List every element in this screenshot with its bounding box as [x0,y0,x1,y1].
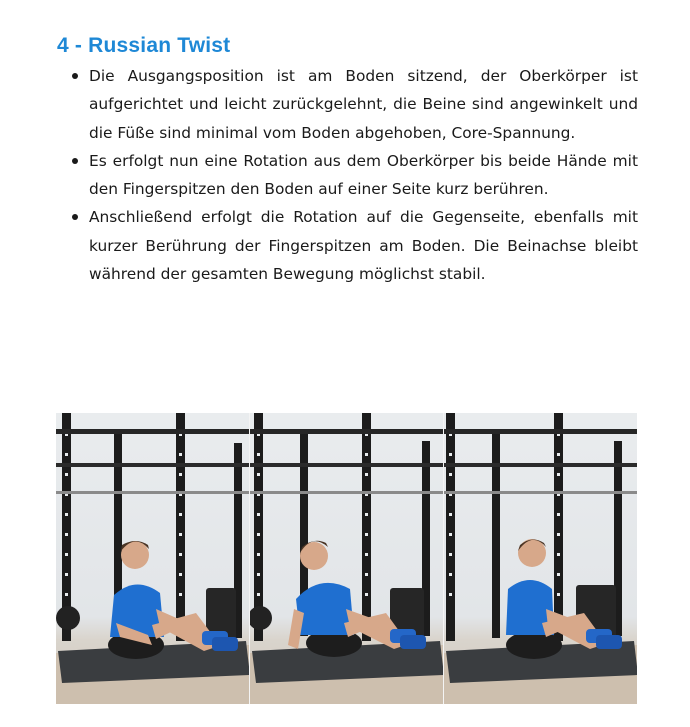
instruction-item: Es erfolgt nun eine Rotation aus dem Oberkörper bis beide Hände mit den Fingerspitzen den Boden auf einer Seite kurz berühren. [72,147,638,204]
instruction-list [72,62,638,288]
instruction-item: Die Ausgangsposition ist am Boden sitzend, der Oberkörper ist aufgerichtet und leicht zurückgelehnt, die Beine sind angewinkelt und die Füße sind minimal vom Boden abgehoben, Core-Spannung. [72,62,638,147]
exercise-photo-strip [56,413,637,704]
exercise-photo-rotation-side-1 [249,413,443,704]
section-heading: 4 - Russian Twist [57,34,231,57]
instruction-item: Anschließend erfolgt die Rotation auf die Gegenseite, ebenfalls mit kurzer Berührung der Fingerspitzen am Boden. Die Beinachse bleibt während der gesamten Bewegung möglichst stabil. [72,203,638,288]
exercise-photo-rotation-side-2 [443,413,637,704]
exercise-photo-start-position [56,413,249,704]
